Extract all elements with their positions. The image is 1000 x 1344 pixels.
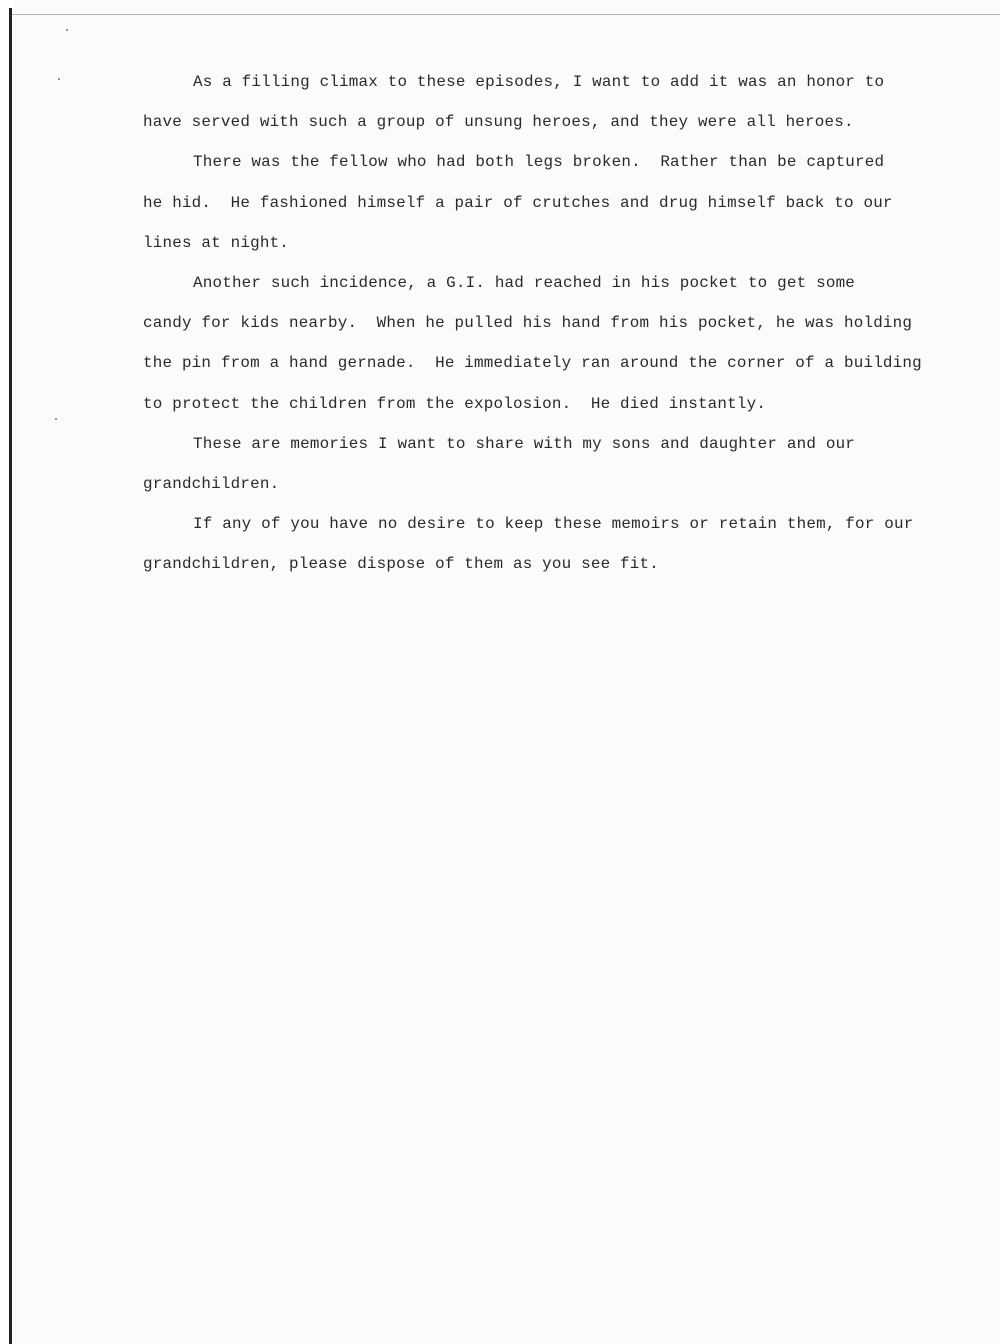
text-line: As a filling climax to these episodes, I want to add it was an honor to: [193, 73, 885, 91]
text-line: have served with such a group of unsung heroes, and they were all heroes.: [143, 113, 854, 132]
paragraph: [143, 424, 973, 504]
text-line: candy for kids nearby. When he pulled his hand from his pocket, he was holding: [143, 314, 913, 333]
text-line: If any of you have no desire to keep these memoirs or retain them, for our: [193, 515, 914, 534]
text-line: Another such incidence, a G.I. had reached in his pocket to get some: [193, 273, 856, 292]
paragraph: [143, 62, 973, 142]
scan-speck: [58, 78, 60, 80]
scan-speck: [66, 29, 68, 31]
paragraph: [143, 504, 973, 584]
text-line: There was the fellow who had both legs broken. Rather than be captured: [193, 153, 885, 172]
text-line: lines at night.: [143, 233, 290, 252]
paragraph: [143, 263, 973, 424]
text-line: to protect the children from the expolosion. He died instantly.: [143, 394, 767, 413]
typed-memoir-text: [143, 62, 973, 584]
text-line: grandchildren.: [143, 474, 280, 493]
scan-edge-line: [9, 8, 12, 1344]
text-line: These are memories I want to share with my sons and daughter and our: [193, 434, 856, 453]
scan-top-edge: [12, 14, 1000, 15]
paragraph: [143, 142, 973, 263]
scan-speck: [55, 418, 57, 420]
text-line: he hid. He fashioned himself a pair of crutches and drug himself back to our: [143, 193, 893, 212]
text-line: grandchildren, please dispose of them as you see fit.: [143, 555, 660, 574]
text-line: the pin from a hand gernade. He immediately ran around the corner of a building: [143, 354, 922, 373]
